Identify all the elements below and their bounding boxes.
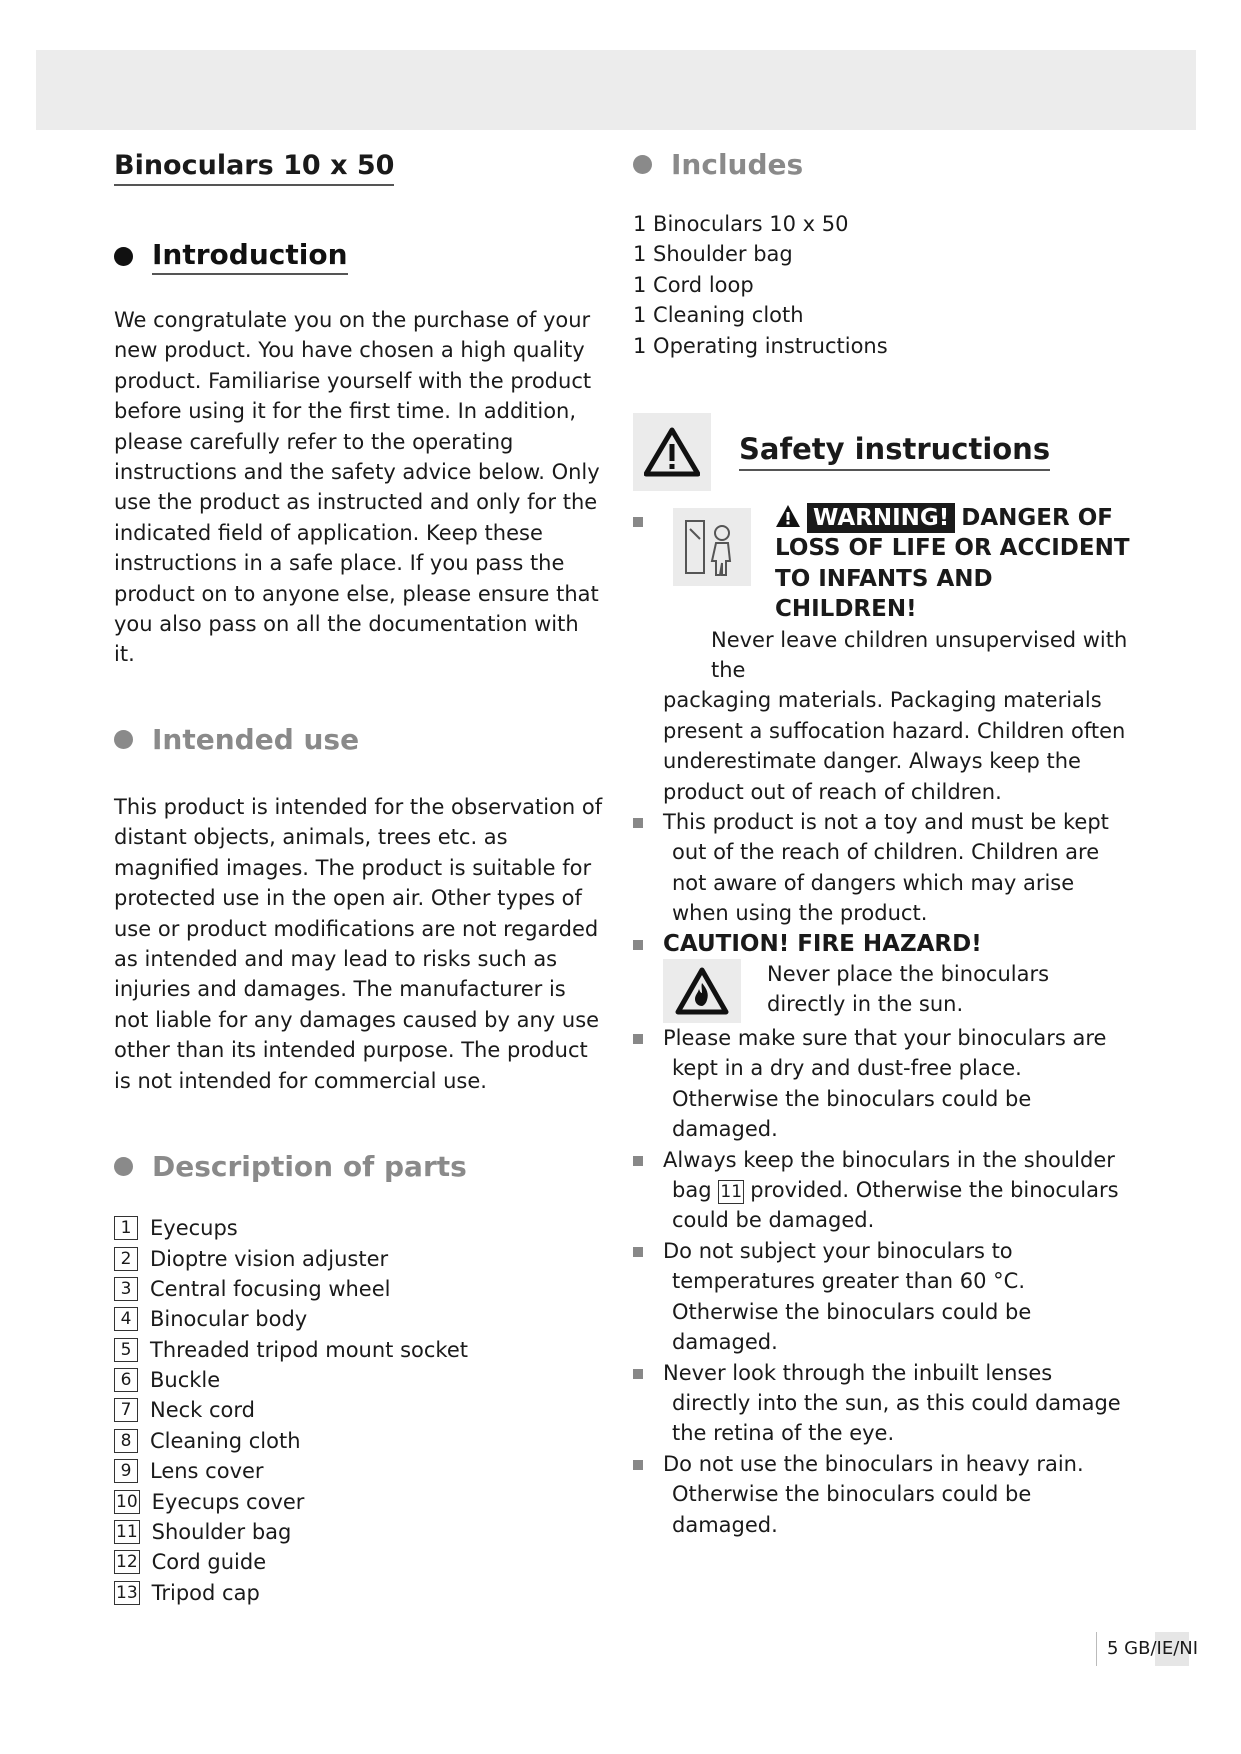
square-bullet-icon: [633, 818, 643, 828]
part-item: [114, 1274, 604, 1304]
includes-list: [633, 209, 1133, 361]
part-item: [114, 1456, 604, 1486]
intended-use-text: This product is intended for the observation of distant objects, animals, trees etc. as magnified images. The product is suitable for protected use in the open air. Other types of use or product modifications are not regarded as intended and may lead to risks such as injuries and damages. The manufacturer is not liable for any damages caused by any use other than its intended purpose. The product is not intended for commercial use.: [114, 794, 603, 1093]
includes-item: 1 Cord loop: [633, 272, 754, 297]
bag-text-start: Always keep the binoculars in the shoulder bag: [663, 1147, 1115, 1203]
bullet-dot-icon: [114, 730, 133, 749]
bullet-dot-icon: [114, 247, 133, 266]
part-item: [114, 1213, 604, 1243]
caution-heading: CAUTION! FIRE HAZARD!: [663, 930, 982, 957]
part-item: [114, 1335, 604, 1365]
part-item: [114, 1486, 604, 1516]
safety-item-text: This product is not a toy and must be kept out of the reach of children. Children are not aware of dangers which may arise when using the product.: [663, 810, 1109, 926]
safety-list: [633, 503, 1133, 1540]
part-number: 10: [116, 1491, 138, 1512]
safety-header: [633, 413, 1133, 491]
intended-use-heading: Intended use: [114, 723, 604, 756]
part-number: 9: [114, 1459, 138, 1483]
safety-item-fire: [633, 929, 1133, 1023]
left-column: [114, 140, 604, 1608]
caution-text: Never place the binoculars directly in the sun.: [767, 962, 1050, 1017]
introduction-text: We congratulate you on the purchase of your new product. You have chosen a high quality product. Familiarise yourself with the product before using it for the first time. In addition, please carefully refer to the operating instructions and the safety advice below. Only use the product as instructed and only for the indicated field of application. Keep these instructions in a safe place. If you pass the product on to anyone else, please ensure that you also pass on all the documentation with it.: [114, 308, 600, 667]
part-number: 8: [114, 1429, 138, 1453]
safety-item-toy: [633, 807, 1133, 929]
safety-item-children: [633, 503, 1133, 807]
part-item: [114, 1426, 604, 1456]
safety-heading: Safety instructions: [739, 432, 1050, 471]
parts-heading: Description of parts: [114, 1150, 604, 1183]
bullet-dot-icon: [114, 1157, 133, 1176]
warning-heading-line: LOSS OF LIFE OR ACCIDENT: [775, 535, 1130, 562]
part-reference-number: 11: [718, 1180, 744, 1204]
warning-block: [673, 503, 1133, 625]
part-item: [114, 1365, 604, 1395]
warning-heading-line: TO INFANTS AND CHILDREN!: [775, 565, 993, 623]
includes-item: 1 Shoulder bag: [633, 242, 793, 267]
part-label: Cord guide: [151, 1550, 267, 1575]
warning-text-line: Never leave children unsupervised with the: [711, 627, 1128, 682]
right-column: [633, 140, 1133, 1540]
part-number: 13: [116, 1582, 138, 1603]
part-label: Tripod cap: [151, 1580, 260, 1605]
part-number: 5: [114, 1338, 138, 1362]
part-label: Eyecups: [150, 1216, 238, 1241]
part-item: [114, 1578, 604, 1608]
safety-item-temperature: [633, 1236, 1133, 1358]
child-hazard-icon: [673, 508, 751, 586]
part-item: [114, 1304, 604, 1334]
square-bullet-icon: [633, 1369, 643, 1379]
part-label: Threaded tripod mount socket: [150, 1337, 468, 1362]
part-number: 12: [116, 1552, 138, 1573]
part-item: [114, 1517, 604, 1547]
square-bullet-icon: [633, 1247, 643, 1257]
part-number: 6: [114, 1368, 138, 1392]
part-label: Neck cord: [150, 1398, 255, 1423]
safety-item-text: Do not use the binoculars in heavy rain. Otherwise the binoculars could be damaged.: [663, 1451, 1084, 1537]
includes-heading: Includes: [633, 148, 1133, 181]
warning-small-icon: [775, 504, 801, 528]
warning-heading: [775, 503, 1133, 625]
part-label: Shoulder bag: [151, 1520, 292, 1545]
includes-item: 1 Cleaning cloth: [633, 303, 804, 328]
warning-text: packaging materials. Packaging materials present a suffocation hazard. Children often underestimate danger. Always keep the product out of reach of children.: [663, 688, 1126, 804]
safety-item-text: Please make sure that your binoculars are kept in a dry and dust-free place. Otherwise the binoculars could be damaged.: [663, 1026, 1107, 1142]
square-bullet-icon: [633, 517, 643, 527]
fire-block: [663, 959, 1133, 1023]
safety-item-text: Do not subject your binoculars to temperatures greater than 60 °C. Otherwise the binoculars could be damaged.: [663, 1238, 1032, 1355]
includes-item: 1 Binoculars 10 x 50: [633, 212, 849, 236]
part-label: Eyecups cover: [151, 1489, 305, 1514]
warning-heading-line: DANGER OF: [961, 504, 1113, 531]
parts-list: [114, 1213, 604, 1608]
safety-item-text: [663, 1145, 1133, 1236]
part-item: [114, 1547, 604, 1577]
header-band: [36, 50, 1196, 130]
part-number: 1: [114, 1216, 138, 1240]
part-label: Central focusing wheel: [150, 1276, 391, 1301]
part-number: 2: [114, 1247, 138, 1271]
warning-triangle-icon: [633, 413, 711, 491]
safety-item-sun: [633, 1358, 1133, 1449]
part-item: [114, 1243, 604, 1273]
square-bullet-icon: [633, 1034, 643, 1044]
page-number: 5 GB/IE/NI: [1107, 1638, 1199, 1659]
document-title: Binoculars 10 x 50: [114, 150, 394, 186]
part-number: 3: [114, 1277, 138, 1301]
square-bullet-icon: [633, 940, 643, 950]
bullet-dot-icon: [633, 155, 652, 174]
warning-badge: WARNING!: [807, 503, 955, 533]
safety-item-bag: [633, 1145, 1133, 1236]
part-label: Cleaning cloth: [150, 1428, 301, 1453]
part-label: Binocular body: [150, 1307, 308, 1332]
safety-item-rain: [633, 1449, 1133, 1540]
safety-item-dry: [633, 1023, 1133, 1145]
includes-item: 1 Operating instructions: [633, 333, 888, 358]
introduction-heading: Introduction: [114, 238, 604, 275]
part-label: Lens cover: [150, 1459, 264, 1484]
fire-hazard-icon: [663, 959, 741, 1023]
part-number: 4: [114, 1307, 138, 1331]
part-number: 7: [114, 1398, 138, 1422]
bag-text-end: provided. Otherwise the binoculars could be damaged.: [672, 1178, 1119, 1233]
part-item: [114, 1395, 604, 1425]
safety-item-text: Never look through the inbuilt lenses directly into the sun, as this could damage the retina of the eye.: [663, 1360, 1121, 1446]
page-footer: [1096, 1632, 1198, 1666]
part-number: 11: [116, 1522, 138, 1543]
square-bullet-icon: [633, 1460, 643, 1470]
square-bullet-icon: [633, 1156, 643, 1166]
part-label: Buckle: [150, 1368, 221, 1393]
part-label: Dioptre vision adjuster: [150, 1246, 389, 1271]
